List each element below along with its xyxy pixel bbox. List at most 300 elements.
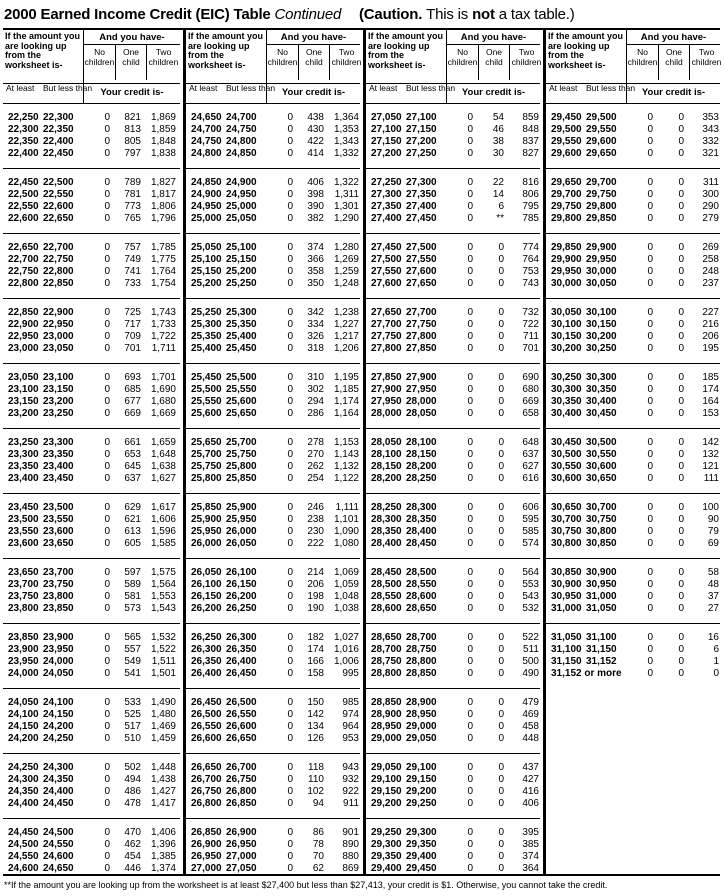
table-row [3, 603, 180, 614]
credit-no-children: 0 [467, 148, 473, 159]
table-row [366, 851, 540, 862]
credit-two-children: 1,111 [335, 502, 359, 513]
row-group [3, 624, 180, 689]
table-row [3, 632, 180, 643]
and-you-have-label: And you have- [460, 32, 527, 43]
table-row [186, 786, 360, 797]
credit-no-children: 0 [104, 774, 110, 785]
table-row [366, 177, 540, 188]
credit-two-children: 1,848 [150, 136, 176, 147]
at-least-value: 29,800 [551, 213, 582, 224]
at-least-value: 27,000 [191, 863, 222, 874]
row-group [366, 299, 540, 364]
credit-no-children: 0 [467, 603, 473, 614]
credit-one-child: 0 [678, 449, 684, 460]
credit-no-children: 0 [287, 254, 293, 265]
at-least-value: 30,050 [551, 307, 582, 318]
credit-one-child: 0 [678, 591, 684, 602]
credit-two-children: 1,743 [150, 307, 176, 318]
at-least-value: 30,800 [551, 538, 582, 549]
credit-one-child: 0 [678, 148, 684, 159]
credit-one-child: 102 [307, 786, 324, 797]
but-less-than-value: 27,750 [406, 319, 437, 330]
one-child-header: One child [478, 45, 509, 80]
credit-no-children: 0 [287, 721, 293, 732]
but-less-than-value: 25,000 [226, 201, 257, 212]
credit-one-child: 0 [678, 177, 684, 188]
but-less-than-value: 25,850 [226, 473, 257, 484]
row-group [186, 364, 360, 429]
caution-mid: This is [426, 6, 469, 23]
table-row [3, 307, 180, 318]
at-least-value: 26,950 [191, 851, 222, 862]
table-row [546, 668, 720, 679]
and-you-have-label: And you have- [99, 32, 165, 43]
at-least-value: 24,400 [8, 798, 39, 809]
credit-two-children: 1,585 [150, 538, 176, 549]
credit-two-children: 1,090 [333, 526, 359, 537]
table-row [3, 124, 180, 135]
credit-one-child: 126 [307, 733, 324, 744]
credit-one-child: 0 [678, 242, 684, 253]
credit-two-children: 1,480 [150, 709, 176, 720]
credit-two-children: 1,638 [150, 461, 176, 472]
at-least-value: 24,200 [8, 733, 39, 744]
lookup-header: If the amount you are looking up from the worksheet is- [5, 31, 80, 70]
credit-no-children: 0 [287, 591, 293, 602]
at-least-value: 28,750 [371, 656, 402, 667]
credit-one-child: 150 [307, 697, 324, 708]
credit-no-children: 0 [467, 567, 473, 578]
row-group [366, 559, 540, 624]
credit-two-children: 690 [522, 372, 539, 383]
credit-one-child: 54 [492, 112, 504, 123]
credit-one-child: 0 [498, 372, 504, 383]
at-least-value: 24,500 [8, 839, 39, 850]
credit-one-child: 0 [498, 697, 504, 708]
table-row [366, 502, 540, 513]
credit-one-child: 0 [498, 733, 504, 744]
at-least-value: 22,450 [8, 177, 39, 188]
credit-no-children: 0 [287, 461, 293, 472]
credit-two-children: 564 [522, 567, 539, 578]
at-least-value: 26,900 [191, 839, 222, 850]
table-row [3, 437, 180, 448]
credit-two-children: 1,596 [150, 526, 176, 537]
credit-two-children: 258 [702, 254, 719, 265]
but-less-than-value: 29,600 [586, 136, 617, 147]
at-least-value: 24,750 [191, 136, 222, 147]
credit-two-children: 1,869 [150, 112, 176, 123]
credit-two-children: 1,048 [333, 591, 359, 602]
but-less-than-value: 29,900 [586, 242, 617, 253]
credit-no-children: 0 [104, 242, 110, 253]
credit-no-children: 0 [287, 786, 293, 797]
table-row [546, 331, 720, 342]
credit-two-children: 711 [523, 331, 539, 342]
credit-no-children: 0 [467, 136, 473, 147]
credit-no-children: 0 [287, 774, 293, 785]
credit-no-children: 0 [287, 473, 293, 484]
but-less-than-value: 23,350 [43, 449, 74, 460]
but-less-than-header: But less than [406, 83, 456, 93]
credit-one-child: 278 [307, 437, 324, 448]
credit-one-child: 517 [124, 721, 141, 732]
row-group [3, 559, 180, 624]
but-less-than-value: 22,400 [43, 136, 74, 147]
credit-two-children: 1,132 [333, 461, 359, 472]
table-row [546, 384, 720, 395]
but-less-than-value: 23,550 [43, 514, 74, 525]
at-least-value: 22,500 [8, 189, 39, 200]
but-less-than-value: 29,150 [406, 774, 437, 785]
credit-one-child: 581 [124, 591, 141, 602]
credit-no-children: 0 [467, 449, 473, 460]
table-row [186, 798, 360, 809]
credit-one-child: 781 [124, 189, 141, 200]
row-group [3, 364, 180, 429]
but-less-than-value: 23,100 [43, 372, 74, 383]
credit-two-children: 658 [522, 408, 539, 419]
credit-two-children: 6 [713, 644, 719, 655]
credit-one-child: 222 [307, 538, 324, 549]
credit-one-child: 733 [124, 278, 141, 289]
at-least-value: 25,200 [191, 278, 222, 289]
at-least-value: 26,800 [191, 798, 222, 809]
but-less-than-value: 28,450 [406, 538, 437, 549]
credit-no-children: 0 [467, 319, 473, 330]
credit-no-children: 0 [104, 656, 110, 667]
credit-no-children: 0 [287, 863, 293, 874]
table-row [366, 514, 540, 525]
but-less-than-value: 26,300 [226, 632, 257, 643]
credit-one-child: 645 [124, 461, 141, 472]
credit-two-children: 574 [522, 538, 539, 549]
but-less-than-value: 23,850 [43, 603, 74, 614]
table-row [186, 774, 360, 785]
but-less-than-value: 28,400 [406, 526, 437, 537]
credit-no-children: 0 [104, 502, 110, 513]
at-least-value: 26,300 [191, 644, 222, 655]
credit-two-children: 985 [342, 697, 359, 708]
credit-no-children: 0 [467, 709, 473, 720]
credit-no-children: 0 [104, 124, 110, 135]
table-row [3, 762, 180, 773]
credit-no-children: 0 [647, 343, 653, 354]
credit-two-children: 374 [522, 851, 539, 862]
credit-two-children: 1,301 [333, 201, 359, 212]
credit-two-children: 1,174 [333, 396, 359, 407]
at-least-value: 27,950 [371, 396, 402, 407]
but-less-than-value: 27,100 [406, 112, 437, 123]
table-row [3, 372, 180, 383]
row-groups [3, 104, 180, 884]
at-least-value: 26,100 [191, 579, 222, 590]
but-less-than-value: 22,950 [43, 319, 74, 330]
credit-two-children: 1,153 [333, 437, 359, 448]
credit-one-child: 0 [678, 372, 684, 383]
table-row [186, 668, 360, 679]
credit-one-child: 78 [312, 839, 324, 850]
credit-one-child: 502 [124, 762, 141, 773]
credit-no-children: 0 [104, 721, 110, 732]
but-less-than-value: 23,200 [43, 396, 74, 407]
table-row [186, 148, 360, 159]
but-less-than-value: 29,300 [406, 827, 437, 838]
table-row [366, 668, 540, 679]
credit-two-children: 732 [522, 307, 539, 318]
credit-one-child: 0 [498, 307, 504, 318]
table-row [546, 526, 720, 537]
credit-one-child: 0 [678, 603, 684, 614]
credit-one-child: 206 [307, 579, 324, 590]
credit-one-child: 821 [124, 112, 141, 123]
table-row [546, 201, 720, 212]
table-row [366, 189, 540, 200]
credit-one-child: 0 [678, 319, 684, 330]
at-least-value: 25,900 [191, 514, 222, 525]
row-group [3, 689, 180, 754]
credit-no-children: 0 [104, 863, 110, 874]
but-less-than-value: 25,200 [226, 266, 257, 277]
table-row [186, 177, 360, 188]
table-row [3, 733, 180, 744]
table-row [3, 461, 180, 472]
but-less-than-value: 23,300 [43, 437, 74, 448]
at-least-value: 29,350 [371, 851, 402, 862]
but-less-than-value: 24,450 [43, 798, 74, 809]
table-row [3, 538, 180, 549]
credit-two-children: 1,711 [151, 343, 176, 354]
row-group [546, 364, 720, 429]
credit-no-children: 0 [467, 396, 473, 407]
at-least-value: 26,850 [191, 827, 222, 838]
table-row [546, 278, 720, 289]
table-row [186, 396, 360, 407]
credit-two-children: 111 [703, 473, 719, 484]
row-group [546, 104, 720, 169]
at-least-value: 26,500 [191, 709, 222, 720]
credit-one-child: 0 [498, 278, 504, 289]
credit-one-child: 0 [498, 437, 504, 448]
at-least-value: 23,700 [8, 579, 39, 590]
credit-one-child: 38 [492, 136, 504, 147]
but-less-than-value: 29,200 [406, 786, 437, 797]
at-least-value: 24,450 [8, 827, 39, 838]
at-least-value: 28,100 [371, 449, 402, 460]
at-least-value: 25,100 [191, 254, 222, 265]
at-least-value: 26,700 [191, 774, 222, 785]
credit-two-children: 1,353 [333, 124, 359, 135]
table-row [366, 656, 540, 667]
credit-two-children: 680 [522, 384, 539, 395]
but-less-than-value: 23,800 [43, 591, 74, 602]
credit-one-child: 0 [678, 189, 684, 200]
credit-no-children: 0 [104, 591, 110, 602]
at-least-value: 23,550 [8, 526, 39, 537]
table-row [186, 644, 360, 655]
at-least-value: 27,650 [371, 307, 402, 318]
two-children-header: Two children [689, 45, 723, 80]
table-row [3, 331, 180, 342]
credit-two-children: 48 [707, 579, 719, 590]
caution-note [359, 6, 575, 23]
credit-no-children: 0 [104, 473, 110, 484]
at-least-value: 29,700 [551, 189, 582, 200]
credit-two-children: 964 [342, 721, 359, 732]
but-less-than-value: 28,700 [406, 632, 437, 643]
credit-one-child: 166 [307, 656, 324, 667]
but-less-than-value: 30,300 [586, 372, 617, 383]
credit-two-children: 1,785 [150, 242, 176, 253]
at-least-value: 23,150 [8, 396, 39, 407]
table-row [546, 242, 720, 253]
credit-two-children: 1,385 [150, 851, 176, 862]
credit-no-children: 0 [287, 839, 293, 850]
credit-two-children: 1,838 [150, 148, 176, 159]
table-row [186, 473, 360, 484]
credit-no-children: 0 [287, 124, 293, 135]
and-you-have-label: And you have- [280, 32, 347, 43]
at-least-value: 29,100 [371, 774, 402, 785]
credit-one-child: 0 [498, 384, 504, 395]
credit-no-children: 0 [647, 567, 653, 578]
credit-two-children: 1,259 [333, 266, 359, 277]
credit-no-children: 0 [647, 319, 653, 330]
credit-two-children: 1,396 [150, 839, 176, 850]
credit-no-children: 0 [104, 148, 110, 159]
but-less-than-value: 22,450 [43, 148, 74, 159]
table-row [186, 449, 360, 460]
table-column-4 [543, 30, 720, 874]
table-row [366, 437, 540, 448]
credit-one-child: 470 [124, 827, 141, 838]
credit-two-children: 227 [702, 307, 719, 318]
at-least-header: At least [369, 83, 398, 93]
but-less-than-value: 30,150 [586, 319, 617, 330]
credit-one-child: 198 [307, 591, 324, 602]
but-less-than-value: 28,750 [406, 644, 437, 655]
table-row [366, 709, 540, 720]
credit-no-children: 0 [104, 189, 110, 200]
credit-no-children: 0 [104, 307, 110, 318]
credit-no-children: 0 [467, 278, 473, 289]
credit-no-children: 0 [287, 201, 293, 212]
credit-two-children: 743 [522, 278, 539, 289]
table-row [546, 177, 720, 188]
credit-one-child: 254 [307, 473, 324, 484]
table-row [3, 278, 180, 289]
credit-no-children: 0 [467, 201, 473, 212]
credit-one-child: 0 [498, 254, 504, 265]
at-least-value: 25,250 [191, 307, 222, 318]
but-less-than-value: 30,650 [586, 473, 617, 484]
table-row [186, 112, 360, 123]
credit-one-child: 454 [124, 851, 141, 862]
credit-one-child: 70 [312, 851, 324, 862]
credit-no-children: 0 [647, 148, 653, 159]
credit-no-children: 0 [104, 603, 110, 614]
one-child-header: One child [115, 45, 146, 80]
credit-two-children: 837 [522, 136, 539, 147]
credit-two-children: 1,227 [333, 319, 359, 330]
but-less-than-value: 29,500 [586, 112, 617, 123]
credit-two-children: 722 [522, 319, 539, 330]
credit-two-children: 1,374 [150, 863, 176, 874]
row-group [366, 754, 540, 819]
at-least-value: 25,300 [191, 319, 222, 330]
but-less-than-value: 22,650 [43, 213, 74, 224]
credit-two-children: 543 [522, 591, 539, 602]
but-less-than-value: 24,350 [43, 774, 74, 785]
credit-one-child: 0 [678, 213, 684, 224]
table-row [366, 603, 540, 614]
at-least-value: 26,600 [191, 733, 222, 744]
credit-is-header: Your credit is- [446, 83, 540, 103]
credit-no-children: 0 [647, 254, 653, 265]
credit-no-children: 0 [287, 567, 293, 578]
but-less-than-value: 23,250 [43, 408, 74, 419]
but-less-than-value: 26,650 [226, 733, 257, 744]
credit-no-children: 0 [104, 278, 110, 289]
table-row [546, 266, 720, 277]
table-row [186, 408, 360, 419]
but-less-than-value: 23,150 [43, 384, 74, 395]
table-row [546, 567, 720, 578]
and-you-have-header [83, 30, 180, 83]
credit-two-children: 1,343 [333, 136, 359, 147]
at-least-value: 22,700 [8, 254, 39, 265]
but-less-than-value: 22,300 [43, 112, 74, 123]
table-row [186, 437, 360, 448]
but-less-than-value: 31,150 [586, 644, 617, 655]
table-row [366, 384, 540, 395]
at-least-value: 24,900 [191, 189, 222, 200]
credit-one-child: ** [496, 213, 504, 224]
credit-no-children: 0 [467, 473, 473, 484]
row-groups [366, 104, 540, 884]
credit-two-children: 458 [522, 721, 539, 732]
row-group [186, 104, 360, 169]
row-group [186, 689, 360, 754]
credit-no-children: 0 [467, 307, 473, 318]
table-column-3 [363, 30, 540, 874]
row-group [546, 559, 720, 624]
credit-one-child: 0 [678, 461, 684, 472]
credit-no-children: 0 [467, 774, 473, 785]
credit-no-children: 0 [647, 201, 653, 212]
credit-two-children: 37 [707, 591, 719, 602]
but-less-than-value: 23,000 [43, 331, 74, 342]
but-less-than-value: 22,800 [43, 266, 74, 277]
column-header [3, 30, 180, 84]
credit-two-children: 479 [522, 697, 539, 708]
credit-one-child: 118 [308, 762, 324, 773]
row-group [546, 234, 720, 299]
credit-no-children: 0 [104, 697, 110, 708]
credit-one-child: 486 [124, 786, 141, 797]
credit-two-children: 1,817 [150, 189, 176, 200]
at-least-value: 26,550 [191, 721, 222, 732]
credit-no-children: 0 [104, 408, 110, 419]
at-least-value: 30,950 [551, 591, 582, 602]
table-row [186, 124, 360, 135]
table-row [546, 461, 720, 472]
credit-no-children: 0 [467, 798, 473, 809]
credit-one-child: 0 [678, 136, 684, 147]
credit-no-children: 0 [467, 827, 473, 838]
credit-two-children: 300 [702, 189, 719, 200]
